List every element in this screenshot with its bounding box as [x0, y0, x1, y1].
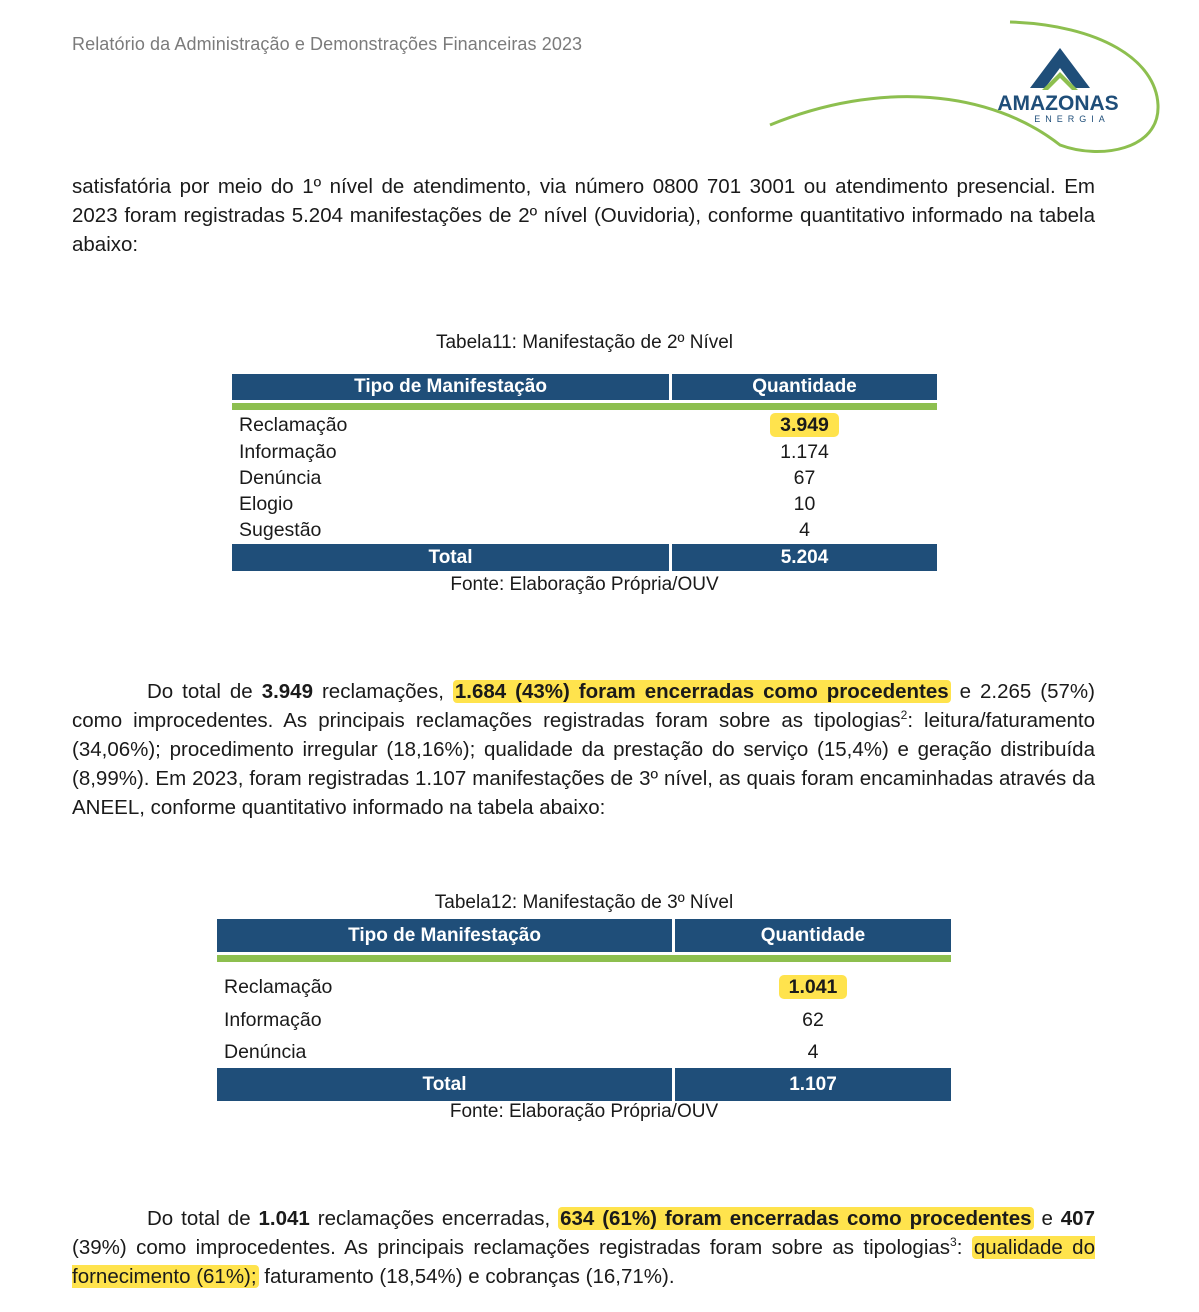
logo-graphic [760, 10, 1170, 160]
row-quantidade: 62 [802, 1008, 824, 1031]
table12-source: Fonte: Elaboração Própria/OUV [449, 1101, 719, 1122]
table-row [232, 491, 937, 517]
table12-green-divider [217, 955, 951, 962]
total-value: 5.204 [780, 546, 829, 568]
row-tipo: Reclamação [224, 975, 333, 998]
row-quantidade: 4 [807, 1040, 819, 1063]
table11-green-divider [232, 403, 937, 410]
row-tipo: Denúncia [224, 1040, 307, 1063]
table11-source: Fonte: Elaboração Própria/OUV [450, 574, 719, 595]
highlight-procedentes: 634 (61%) foram encerradas como procedentes [560, 1207, 1032, 1230]
row-tipo: Informação [239, 440, 337, 463]
row-quantidade: 67 [793, 466, 816, 489]
paragraph-reclamacoes-2nivel: Do total de 3.949 reclamações, 1.684 (43%) foram encerradas como procedentes e 2.265 (57%) como improcedentes. As principais reclamações registradas foram sobre as tipologias$^2$: leitura/faturamento (34,06%); procedimento irregular (18,16%); qualidade da prestação do serviço (15,4%) e geração distribuída (8,99%). Em 2023, foram registradas 1.107 manifestações de 3º nível, as quais foram encaminhadas através da ANEEL, conforme quantitativo informado na tabela abaixo: [72, 680, 1095, 819]
document-header-title: Relatório da Administração e Demonstrações Financeiras 2023 [72, 34, 583, 54]
table11-col-quantidade: Quantidade [752, 376, 857, 397]
row-quantidade: 4 [799, 518, 810, 541]
row-tipo: Sugestão [239, 518, 322, 541]
row-tipo: Denúncia [239, 466, 322, 489]
row-quantidade: 1.174 [780, 440, 829, 463]
table-row [232, 411, 937, 439]
table11-header [232, 374, 937, 400]
table-row [217, 1036, 951, 1068]
highlight-procedentes: 1.684 (43%) foram encerradas como procedentes [454, 680, 949, 703]
intro-paragraph: satisfatória por meio do 1º nível de atendimento, via número 0800 701 3001 ou atendimento presencial. Em 2023 foram registradas 5.204 manifestações de 2º nível (Ouvidoria), conforme quantitativo informado na tabela abaixo: [72, 175, 1095, 256]
table11-caption: Tabela11: Manifestação de 2º Nível [435, 332, 734, 353]
total-label: Total [232, 544, 672, 571]
table11-total-row [232, 544, 937, 571]
table12-header [217, 919, 951, 952]
table-row [217, 1004, 951, 1036]
table11-col-tipo: Tipo de Manifestação [232, 374, 672, 400]
table12-col-quantidade: Quantidade [760, 924, 866, 946]
table12-caption: Tabela12: Manifestação de 3º Nível [434, 892, 734, 913]
table-row [232, 439, 937, 465]
table11 [232, 374, 937, 571]
table-row [232, 465, 937, 491]
row-tipo: Reclamação [239, 413, 348, 436]
table12 [217, 919, 951, 1101]
paragraph-reclamacoes-3nivel: Do total de 1.041 reclamações encerradas, 634 (61%) foram encerradas como procedentes e 407 (39%) como improcedentes. As principais reclamações registradas foram sobre as tipologias$^3$: qualidade do fornecimento (61%); faturamento (18,54%) e cobranças (16,71%). [72, 1207, 1095, 1288]
table12-total-row [217, 1068, 951, 1101]
total-label: Total [217, 1068, 675, 1101]
highlight-qualidade-fornecimento: qualidade do fornecimento (61%); [72, 1236, 1095, 1288]
amazonas-energia-logo [760, 10, 1170, 160]
row-quantidade-highlighted: 1.041 [779, 975, 848, 999]
row-quantidade-highlighted: 3.949 [770, 413, 839, 437]
row-quantidade: 10 [793, 492, 816, 515]
logo-wordmark: AMAZONAS [997, 92, 1119, 115]
table12-col-tipo: Tipo de Manifestação [217, 919, 675, 952]
row-tipo: Informação [224, 1008, 322, 1031]
table-row [217, 970, 951, 1004]
row-tipo: Elogio [239, 492, 294, 515]
logo-subtext: ENERGIA [1034, 114, 1110, 124]
table-row [232, 517, 937, 543]
total-value: 1.107 [789, 1073, 837, 1095]
